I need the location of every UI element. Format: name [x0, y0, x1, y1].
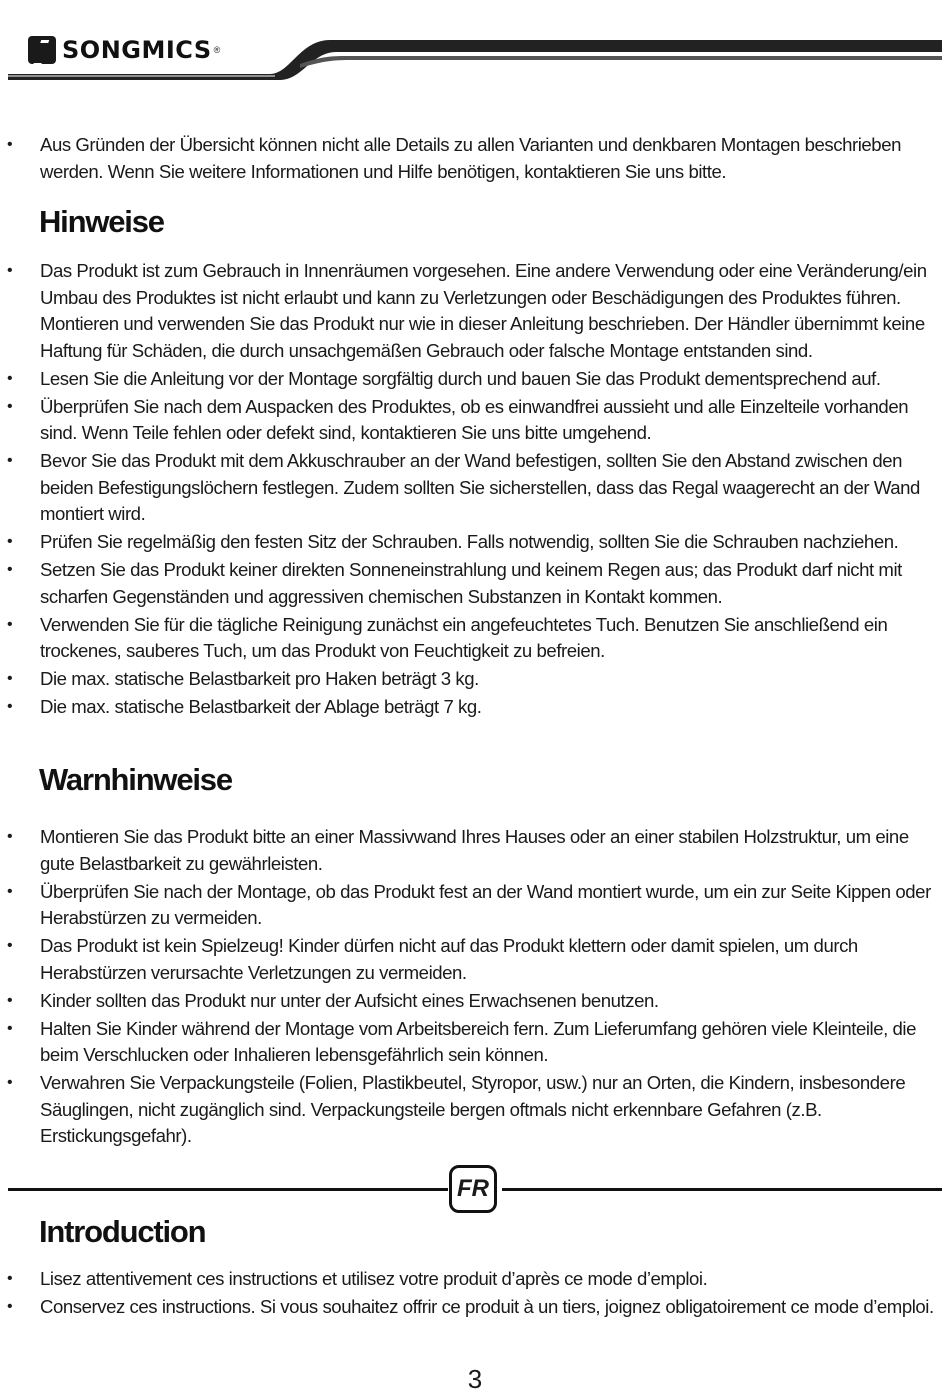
hinweise-list	[0, 258, 950, 721]
language-badge: FR	[449, 1165, 497, 1213]
list-item: • Conservez ces instructions. Si vous souhaitez offrir ce produit à un tiers, joignez obligatoirement ce mode d’emploi.	[0, 1294, 950, 1321]
section-title-introduction: Introduction	[39, 1214, 206, 1249]
list-item: • Bevor Sie das Produkt mit dem Akkuschrauber an der Wand befestigen, sollten Sie den Abstand zwischen den beiden Befestigungslöchern festlegen. Zudem sollten Sie sicherstellen, dass das Regal waagerecht an der Wand montiert wird.	[0, 448, 950, 528]
warnhinweise-list	[0, 824, 950, 1150]
brand-logo	[28, 36, 220, 64]
list-item: • Prüfen Sie regelmäßig den festen Sitz der Schrauben. Falls notwendig, sollten Sie die Schrauben nachziehen.	[0, 529, 950, 556]
list-item: • Überprüfen Sie nach der Montage, ob das Produkt fest an der Wand montiert wurde, um ein zur Seite Kippen oder Herabstürzen zu vermeiden.	[0, 879, 950, 932]
section-title-warnhinweise: Warnhinweise	[39, 762, 232, 797]
list-item: • Setzen Sie das Produkt keiner direkten Sonneneinstrahlung und keinem Regen aus; das Produkt darf nicht mit scharfen Gegenständen und aggressiven chemischen Substanzen in Kontakt kommen.	[0, 557, 950, 610]
list-item: • Halten Sie Kinder während der Montage vom Arbeitsbereich fern. Zum Lieferumfang gehören viele Kleinteile, die beim Verschlucken oder Inhalieren lebensgefährlich sein können.	[0, 1016, 950, 1069]
page-number: 3	[467, 1364, 483, 1394]
page-header	[0, 0, 950, 90]
registered-mark: ®	[213, 45, 221, 55]
section-title-hinweise: Hinweise	[39, 204, 164, 239]
list-item: • Aus Gründen der Übersicht können nicht alle Details zu allen Varianten und denkbaren Montagen beschrieben werden. Wenn Sie weitere Informationen und Hilfe benötigen, kontaktieren Sie uns bitte.	[0, 132, 950, 185]
introduction-list	[0, 1266, 950, 1321]
list-item: • Überprüfen Sie nach dem Auspacken des Produktes, ob es einwandfrei aussieht und alle Einzelteile vorhanden sind. Wenn Teile fehlen oder defekt sind, kontaktieren Sie uns bitte umgehend.	[0, 394, 950, 447]
divider-line-right	[502, 1188, 942, 1191]
list-item: • Verwenden Sie für die tägliche Reinigung zunächst ein angefeuchtetes Tuch. Benutzen Sie anschließend ein trockenes, sauberes Tuch, um das Produkt von Feuchtigkeit zu befreien.	[0, 612, 950, 665]
intro-notes	[0, 132, 950, 185]
songmics-logo-icon	[28, 36, 56, 64]
list-item: • Verwahren Sie Verpackungsteile (Folien, Plastikbeutel, Styropor, usw.) nur an Orten, die Kindern, insbesondere Säuglingen, nicht zugänglich sind. Verpackungsteile bergen oftmals nicht erkennbare Gefahren (z.B. Erstickungsgefahr).	[0, 1070, 950, 1150]
list-item: • Die max. statische Belastbarkeit der Ablage beträgt 7 kg.	[0, 694, 950, 721]
brand-name: SONGMICS	[62, 36, 212, 64]
list-item: • Die max. statische Belastbarkeit pro Haken beträgt 3 kg.	[0, 666, 950, 693]
list-item: • Lisez attentivement ces instructions et utilisez votre produit d’après ce mode d’emploi.	[0, 1266, 950, 1293]
list-item: • Montieren Sie das Produkt bitte an einer Massivwand Ihres Hauses oder an einer stabilen Holzstruktur, um eine gute Belastbarkeit zu gewährleisten.	[0, 824, 950, 877]
list-item: • Das Produkt ist zum Gebrauch in Innenräumen vorgesehen. Eine andere Verwendung oder eine Veränderung/ein Umbau des Produktes ist nicht erlaubt und kann zu Verletzungen oder Beschädigungen des Produktes führen. Montieren und verwenden Sie das Produkt nur wie in dieser Anleitung beschrieben. Der Händler übernimmt keine Haftung für Schäden, die durch unsachgemäßen Gebrauch oder falsche Montage entstanden sind.	[0, 258, 950, 364]
list-item: • Kinder sollten das Produkt nur unter der Aufsicht eines Erwachsenen benutzen.	[0, 988, 950, 1015]
divider-line-left	[8, 1188, 448, 1191]
language-divider	[8, 1163, 942, 1217]
list-item: • Lesen Sie die Anleitung vor der Montage sorgfältig durch und bauen Sie das Produkt dementsprechend auf.	[0, 366, 950, 393]
list-item: • Das Produkt ist kein Spielzeug! Kinder dürfen nicht auf das Produkt klettern oder damit spielen, um durch Herabstürzen verursachte Verletzungen zu vermeiden.	[0, 933, 950, 986]
